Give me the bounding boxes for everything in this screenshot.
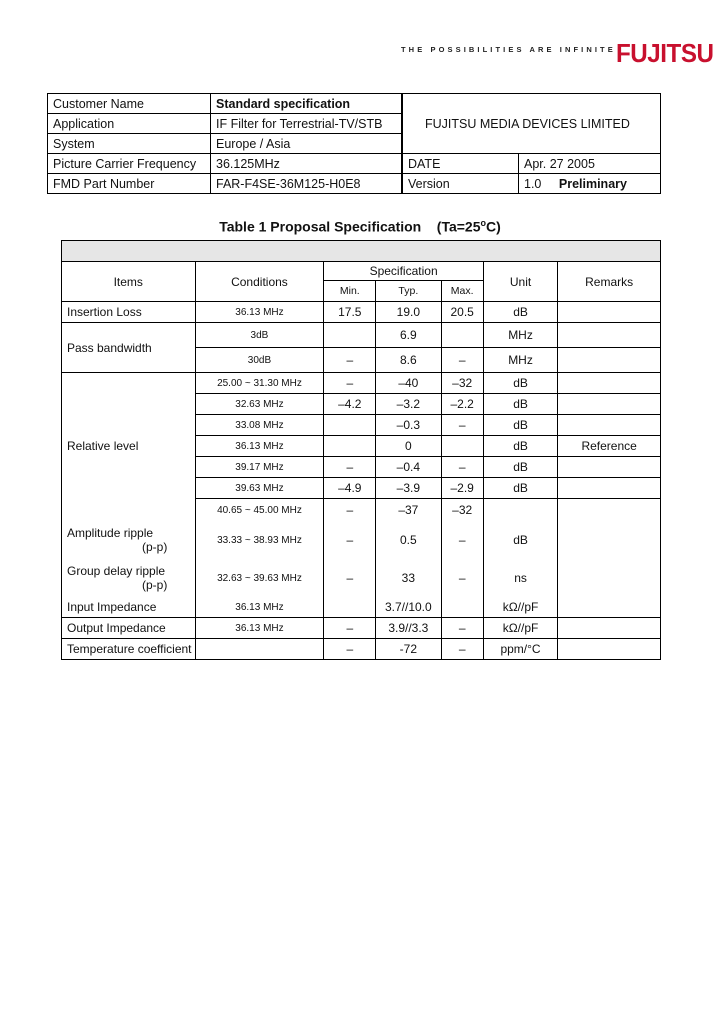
min-rel-extra: – — [324, 499, 376, 522]
item-output-impedance: Output Impedance — [62, 618, 196, 639]
min-outimp: – — [324, 618, 376, 639]
rem-pass-3db — [558, 323, 661, 348]
rem-temp — [558, 639, 661, 660]
date-label: DATE — [402, 154, 519, 174]
table-row — [62, 597, 661, 618]
cond-gd: 32.63 ~ 39.63 MHz — [195, 559, 324, 597]
min-rel-5: –4.9 — [324, 478, 376, 499]
table-row — [62, 521, 661, 559]
max-inimp — [441, 597, 483, 618]
header-conditions: Conditions — [195, 262, 324, 302]
min-temp: – — [324, 639, 376, 660]
max-rel-5: –2.9 — [441, 478, 483, 499]
item-amplitude-ripple — [62, 521, 196, 559]
item-relative-level: Relative level — [62, 373, 196, 522]
min-amp: – — [324, 521, 376, 559]
typ-rel-extra: –37 — [376, 499, 441, 522]
max-amp: – — [441, 521, 483, 559]
min-gd: – — [324, 559, 376, 597]
part-label: FMD Part Number — [48, 174, 211, 194]
max-pass-30db: – — [441, 348, 483, 373]
typ-rel-0: –40 — [376, 373, 441, 394]
table-row — [62, 302, 661, 323]
fujitsu-logo: FUJITSU — [616, 38, 714, 68]
unit-gd: ns — [483, 559, 557, 597]
table-row — [62, 639, 661, 660]
max-insertion: 20.5 — [441, 302, 483, 323]
unit-rel-1: dB — [483, 394, 557, 415]
header-unit: Unit — [483, 262, 557, 302]
unit-insertion: dB — [483, 302, 557, 323]
min-rel-4: – — [324, 457, 376, 478]
rem-rel-5 — [558, 478, 661, 499]
cond-rel-1: 32.63 MHz — [195, 394, 324, 415]
rem-rel-0 — [558, 373, 661, 394]
cond-rel-2: 33.08 MHz — [195, 415, 324, 436]
system-value: Europe / Asia — [211, 134, 403, 154]
unit-rel-0: dB — [483, 373, 557, 394]
amplitude-ripple-pp: (p-p) — [142, 540, 168, 554]
min-rel-3 — [324, 436, 376, 457]
header-remarks: Remarks — [558, 262, 661, 302]
cond-rel-4: 39.17 MHz — [195, 457, 324, 478]
header-min: Min. — [324, 281, 376, 302]
unit-inimp: kΩ//pF — [483, 597, 557, 618]
rem-inimp — [558, 597, 661, 618]
table-row — [62, 323, 661, 348]
unit-outimp: kΩ//pF — [483, 618, 557, 639]
table-row — [62, 559, 661, 597]
max-rel-0: –32 — [441, 373, 483, 394]
table-row — [62, 618, 661, 639]
cond-temp — [195, 639, 324, 660]
item-group-delay-ripple — [62, 559, 196, 597]
rem-gd — [558, 559, 661, 597]
typ-rel-2: –0.3 — [376, 415, 441, 436]
max-outimp: – — [441, 618, 483, 639]
amplitude-ripple-label: Amplitude ripple — [67, 526, 154, 540]
cond-pass-3db: 3dB — [195, 323, 324, 348]
min-inimp — [324, 597, 376, 618]
rem-rel-2 — [558, 415, 661, 436]
customer-value: Standard specification — [211, 94, 403, 114]
typ-pass-3db: 6.9 — [376, 323, 441, 348]
typ-temp: -72 — [376, 639, 441, 660]
table-caption — [0, 218, 720, 235]
customer-label: Customer Name — [48, 94, 211, 114]
rem-outimp — [558, 618, 661, 639]
min-pass-3db — [324, 323, 376, 348]
version-value: 1.0 — [524, 176, 542, 191]
unit-pass-30db: MHz — [483, 348, 557, 373]
unit-rel-3: dB — [483, 436, 557, 457]
document-info-table — [47, 93, 661, 194]
caption-degree: o — [480, 218, 486, 228]
company-name: FUJITSU MEDIA DEVICES LIMITED — [402, 94, 661, 154]
min-insertion: 17.5 — [324, 302, 376, 323]
cond-pass-30db: 30dB — [195, 348, 324, 373]
unit-pass-3db: MHz — [483, 323, 557, 348]
max-rel-extra: –32 — [441, 499, 483, 522]
system-label: System — [48, 134, 211, 154]
item-input-impedance: Input Impedance — [62, 597, 196, 618]
specification-table — [61, 240, 661, 660]
caption-condition-prefix: (Ta=25 — [436, 218, 481, 235]
max-rel-1: –2.2 — [441, 394, 483, 415]
rem-rel-1 — [558, 394, 661, 415]
min-rel-2 — [324, 415, 376, 436]
group-delay-label: Group delay ripple — [67, 564, 166, 578]
header-max: Max. — [441, 281, 483, 302]
caption-title: Table 1 Proposal Specification — [219, 218, 422, 235]
max-rel-3 — [441, 436, 483, 457]
typ-gd: 33 — [376, 559, 441, 597]
header-items: Items — [62, 262, 196, 302]
item-pass-bandwidth: Pass bandwidth — [62, 323, 196, 373]
rem-rel-3: Reference — [558, 436, 661, 457]
max-rel-4: – — [441, 457, 483, 478]
application-label: Application — [48, 114, 211, 134]
typ-insertion: 19.0 — [376, 302, 441, 323]
unit-rel-2: dB — [483, 415, 557, 436]
item-temperature-coefficient: Temperature coefficient — [62, 639, 196, 660]
cond-inimp: 36.13 MHz — [195, 597, 324, 618]
carrier-label: Picture Carrier Frequency — [48, 154, 211, 174]
application-value: IF Filter for Terrestrial-TV/STB — [211, 114, 403, 134]
typ-rel-5: –3.9 — [376, 478, 441, 499]
max-pass-3db — [441, 323, 483, 348]
max-rel-2: – — [441, 415, 483, 436]
rem-amp — [558, 521, 661, 559]
rem-insertion — [558, 302, 661, 323]
header-specification: Specification — [324, 262, 483, 281]
typ-amp: 0.5 — [376, 521, 441, 559]
min-rel-1: –4.2 — [324, 394, 376, 415]
cond-rel-3: 36.13 MHz — [195, 436, 324, 457]
unit-temp: ppm/°C — [483, 639, 557, 660]
table-band — [62, 241, 661, 262]
version-cell — [519, 174, 661, 194]
header-typ: Typ. — [376, 281, 441, 302]
table-row — [62, 373, 661, 394]
cond-rel-extra: 40.65 ~ 45.00 MHz — [195, 499, 324, 522]
max-gd: – — [441, 559, 483, 597]
typ-pass-30db: 8.6 — [376, 348, 441, 373]
group-delay-pp: (p-p) — [142, 578, 168, 592]
carrier-value: 36.125MHz — [211, 154, 403, 174]
cond-insertion: 36.13 MHz — [195, 302, 324, 323]
item-insertion-loss: Insertion Loss — [62, 302, 196, 323]
min-pass-30db: – — [324, 348, 376, 373]
typ-rel-4: –0.4 — [376, 457, 441, 478]
typ-rel-1: –3.2 — [376, 394, 441, 415]
unit-rel-5: dB — [483, 478, 557, 499]
cond-outimp: 36.13 MHz — [195, 618, 324, 639]
version-label: Version — [402, 174, 519, 194]
cond-amp: 33.33 ~ 38.93 MHz — [195, 521, 324, 559]
rem-rel-4 — [558, 457, 661, 478]
part-value: FAR-F4SE-36M125-H0E8 — [211, 174, 403, 194]
rem-pass-30db — [558, 348, 661, 373]
typ-outimp: 3.9//3.3 — [376, 618, 441, 639]
unit-amp: dB — [483, 521, 557, 559]
version-status: Preliminary — [558, 176, 627, 191]
cond-rel-5: 39.63 MHz — [195, 478, 324, 499]
brand-tagline: THE POSSIBILITIES ARE INFINITE — [401, 45, 616, 54]
cond-rel-0: 25.00 ~ 31.30 MHz — [195, 373, 324, 394]
unit-rel-extra — [483, 499, 557, 522]
date-value: Apr. 27 2005 — [519, 154, 661, 174]
rem-rel-extra — [558, 499, 661, 522]
max-temp: – — [441, 639, 483, 660]
min-rel-0: – — [324, 373, 376, 394]
unit-rel-4: dB — [483, 457, 557, 478]
typ-rel-3: 0 — [376, 436, 441, 457]
typ-inimp: 3.7//10.0 — [376, 597, 441, 618]
caption-condition-suffix: C) — [486, 218, 501, 235]
